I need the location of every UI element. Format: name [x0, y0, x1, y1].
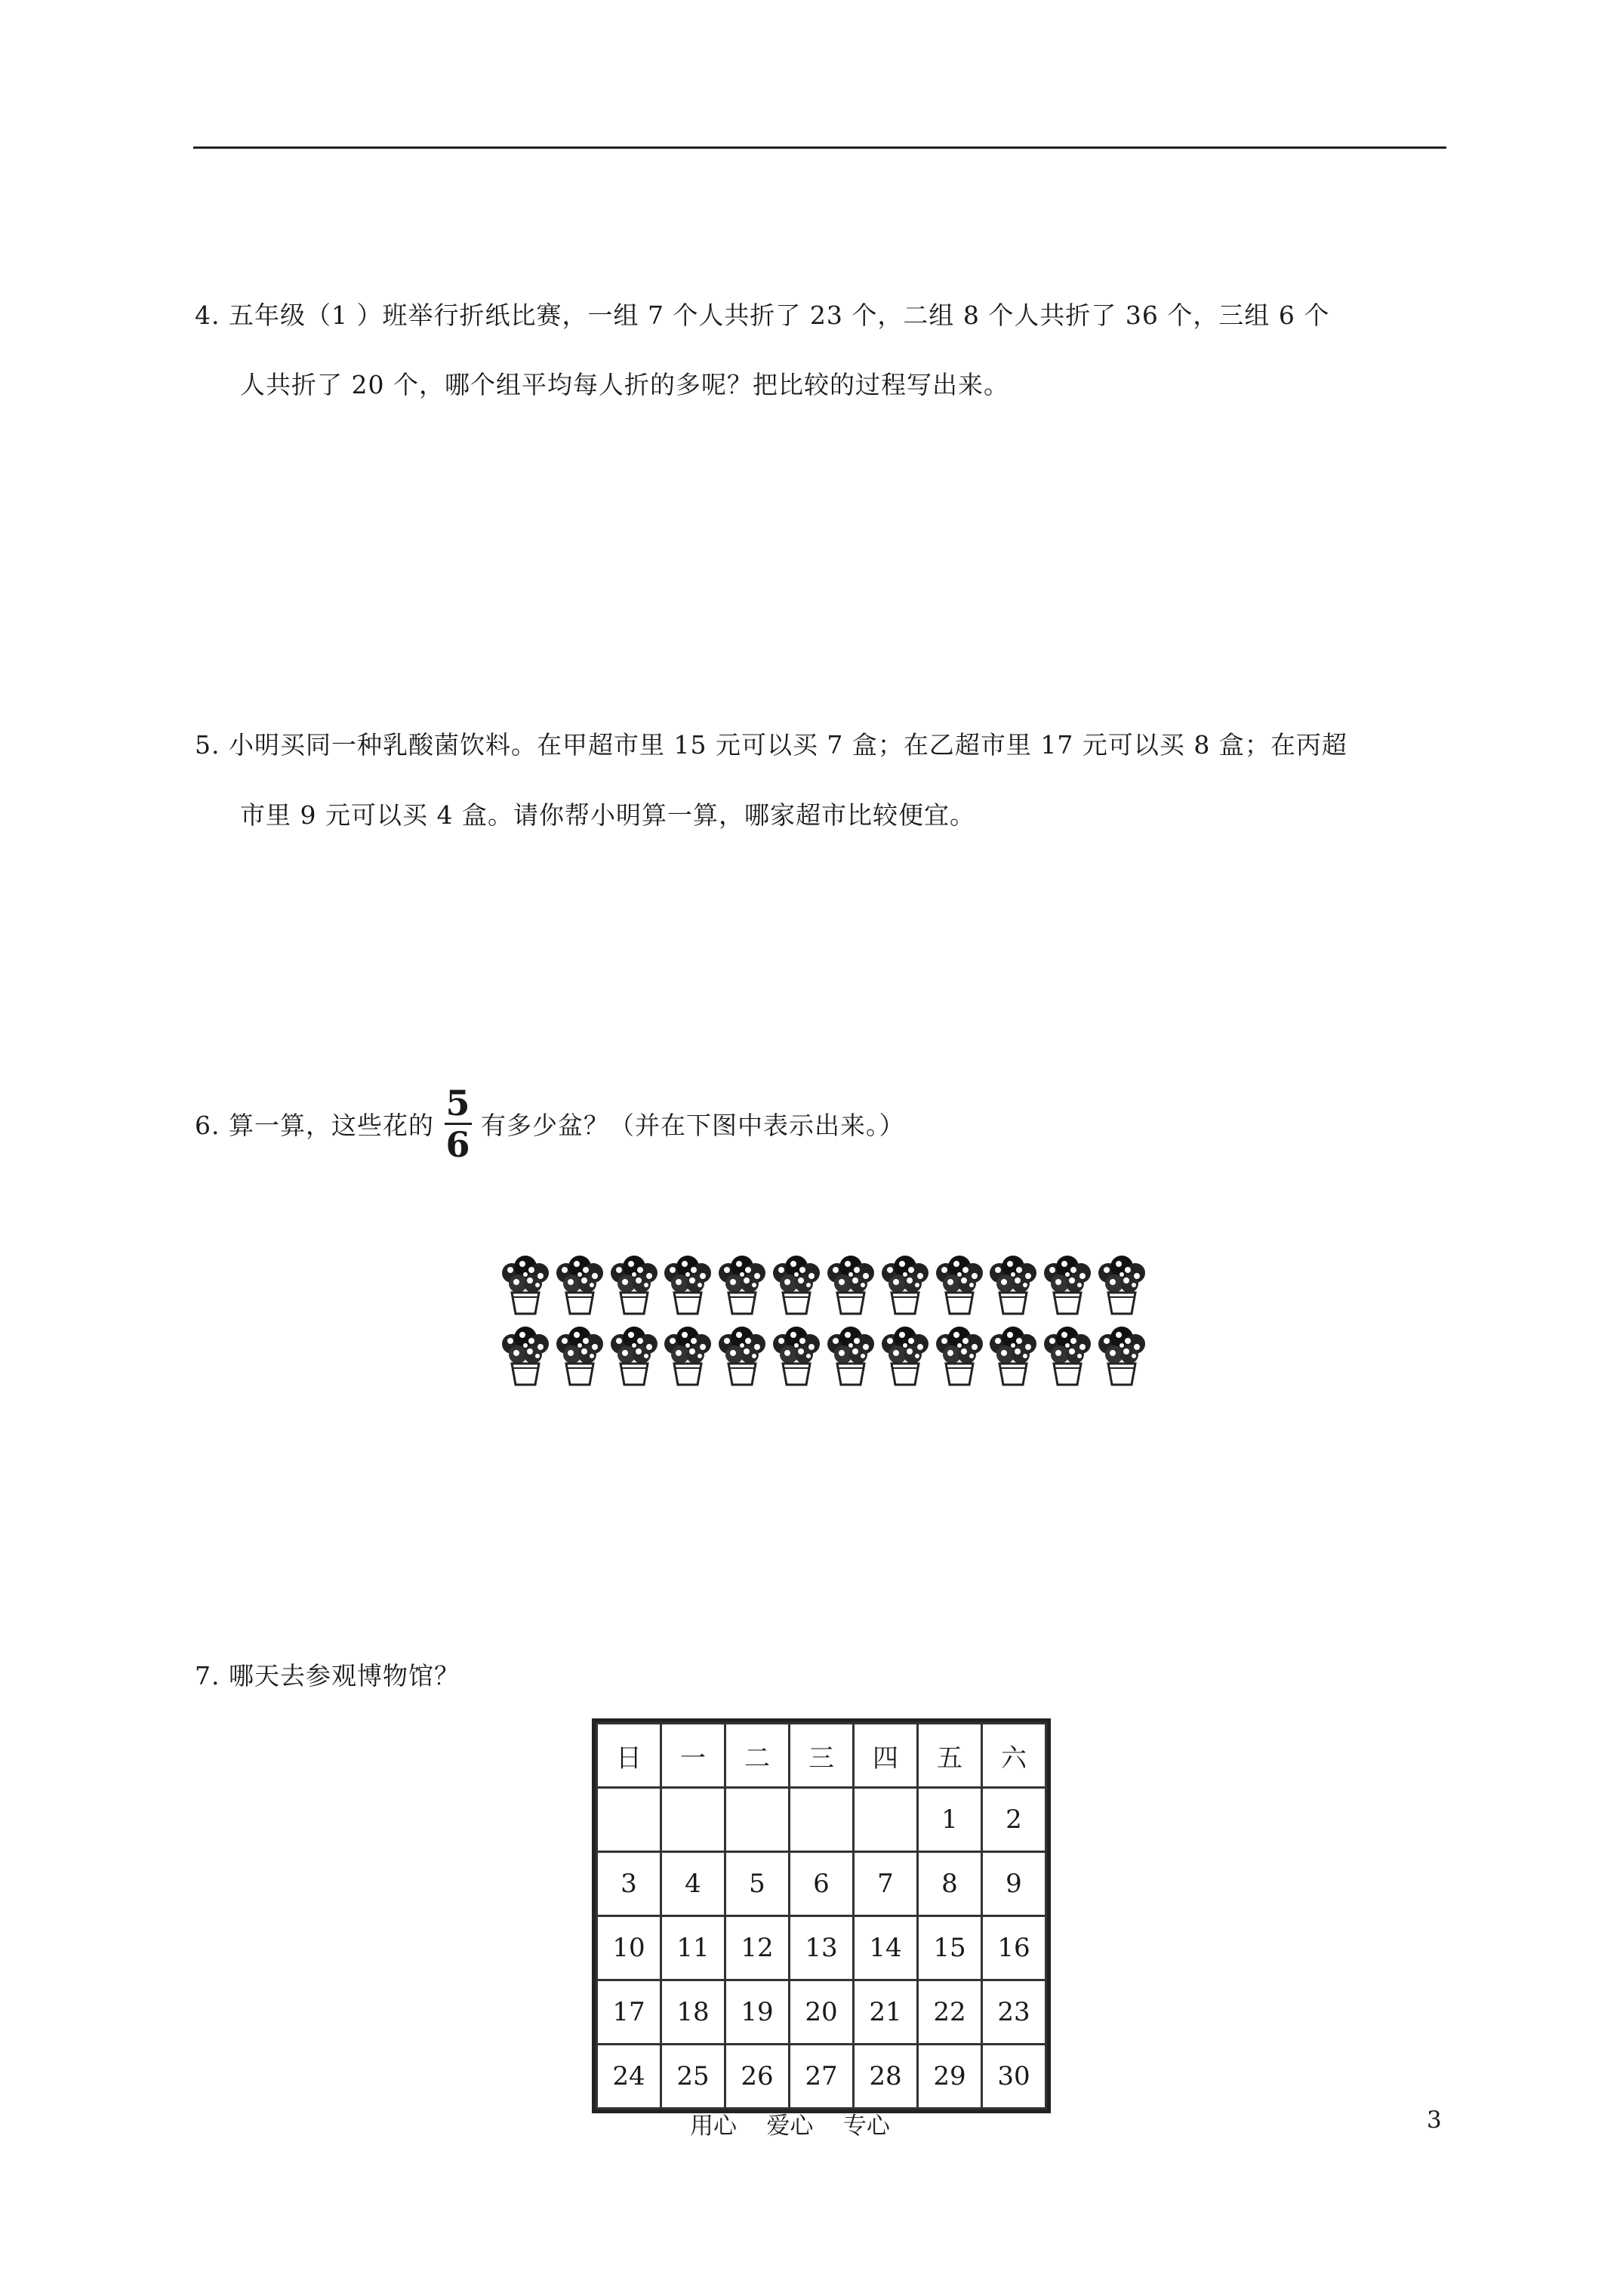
- calendar-day-cell: 29: [918, 2045, 982, 2109]
- question-4-line-1: 4. 五年级（1 ）班举行折纸比赛，一组 7 个人共折了 23 个，二组 8 个人共折了 36 个，三组 6 个: [195, 300, 1330, 330]
- flower-pot-icon: [1042, 1326, 1093, 1386]
- calendar-day-cell: 12: [725, 1916, 790, 1980]
- calendar-day-cell: 26: [725, 2045, 790, 2109]
- weekday-header: 四: [854, 1724, 918, 1788]
- flower-pot-icon: [716, 1326, 768, 1386]
- flower-pot-icon: [500, 1255, 551, 1315]
- header-rule: [193, 146, 1446, 149]
- calendar-day-cell: [597, 1788, 661, 1852]
- calendar-day-cell: [854, 1788, 918, 1852]
- calendar: [592, 1718, 1051, 2113]
- calendar-day-cell: 9: [982, 1852, 1046, 1916]
- calendar-day-cell: 10: [597, 1916, 661, 1980]
- calendar-week-row: [597, 1916, 1046, 1980]
- calendar-day-cell: 13: [790, 1916, 854, 1980]
- footer-motto: 用心 爱心 专心: [690, 2113, 890, 2140]
- calendar-day-cell: 16: [982, 1916, 1046, 1980]
- flower-pot-icon: [987, 1255, 1039, 1315]
- calendar-day-cell: [790, 1788, 854, 1852]
- flower-pot-icon: [825, 1326, 876, 1386]
- calendar-day-cell: 30: [982, 2045, 1046, 2109]
- calendar-day-cell: 23: [982, 1980, 1046, 2045]
- flower-pot-icon: [879, 1255, 931, 1315]
- calendar-week-row: [597, 1980, 1046, 2045]
- calendar-day-cell: 5: [725, 1852, 790, 1916]
- page-number: 3: [1427, 2106, 1442, 2134]
- flower-pot-icon: [987, 1326, 1039, 1386]
- calendar-day-cell: 27: [790, 2045, 854, 2109]
- flower-row: [500, 1255, 1147, 1315]
- weekday-header: 六: [982, 1724, 1046, 1788]
- calendar-header-row: [597, 1724, 1046, 1788]
- calendar-day-cell: 3: [597, 1852, 661, 1916]
- flower-row: [500, 1326, 1147, 1386]
- calendar-day-cell: [725, 1788, 790, 1852]
- calendar-day-cell: 14: [854, 1916, 918, 1980]
- fraction-numerator: 5: [445, 1082, 471, 1123]
- flower-pot-icon: [771, 1255, 822, 1315]
- flower-pot-icon: [1096, 1255, 1147, 1315]
- calendar-day-cell: 20: [790, 1980, 854, 2045]
- calendar-day-cell: 19: [725, 1980, 790, 2045]
- calendar-week-row: [597, 1788, 1046, 1852]
- calendar-day-cell: 17: [597, 1980, 661, 2045]
- flower-pot-icon: [554, 1255, 605, 1315]
- flower-pot-icon: [879, 1326, 931, 1386]
- weekday-header: 日: [597, 1724, 661, 1788]
- flower-pot-icon: [1096, 1326, 1147, 1386]
- flower-pot-icon: [662, 1326, 713, 1386]
- weekday-header: 五: [918, 1724, 982, 1788]
- calendar-day-cell: 24: [597, 2045, 661, 2109]
- flower-pot-icon: [934, 1255, 985, 1315]
- question-5-line-2: 市里 9 元可以买 4 盒。请你帮小明算一算，哪家超市比较便宜。: [240, 800, 975, 830]
- question-4-line-2: 人共折了 20 个，哪个组平均每人折的多呢？把比较的过程写出来。: [240, 370, 1009, 399]
- calendar-day-cell: 28: [854, 2045, 918, 2109]
- question-7: 7. 哪天去参观博物馆？: [195, 1661, 460, 1690]
- flower-pot-icon: [771, 1326, 822, 1386]
- calendar-week-row: [597, 2045, 1046, 2109]
- calendar-day-cell: 8: [918, 1852, 982, 1916]
- question-6: [195, 1078, 904, 1169]
- calendar-day-cell: 2: [982, 1788, 1046, 1852]
- calendar-week-row: [597, 1852, 1046, 1916]
- calendar-day-cell: 22: [918, 1980, 982, 2045]
- calendar-day-cell: 15: [918, 1916, 982, 1980]
- calendar-day-cell: 1: [918, 1788, 982, 1852]
- question-6-prefix: 6. 算一算，这些花的: [195, 1110, 434, 1140]
- weekday-header: 一: [661, 1724, 725, 1788]
- calendar-day-cell: 7: [854, 1852, 918, 1916]
- weekday-header: 二: [725, 1724, 790, 1788]
- calendar-day-cell: 6: [790, 1852, 854, 1916]
- flower-pot-icon: [662, 1255, 713, 1315]
- calendar-day-cell: 11: [661, 1916, 725, 1980]
- flower-pot-icon: [934, 1326, 985, 1386]
- flower-pot-icon: [825, 1255, 876, 1315]
- fraction-denominator: 6: [445, 1123, 471, 1165]
- calendar-day-cell: 18: [661, 1980, 725, 2045]
- question-6-suffix: 有多少盆？（并在下图中表示出来。）: [480, 1110, 905, 1140]
- calendar-day-cell: 21: [854, 1980, 918, 2045]
- flower-pot-icon: [608, 1255, 660, 1315]
- flower-pot-icon: [554, 1326, 605, 1386]
- weekday-header: 三: [790, 1724, 854, 1788]
- flower-pot-icon: [500, 1326, 551, 1386]
- fraction: [445, 1082, 472, 1165]
- flower-pot-icon: [1042, 1255, 1093, 1315]
- flower-pot-icon: [716, 1255, 768, 1315]
- question-5-line-1: 5. 小明买同一种乳酸菌饮料。在甲超市里 15 元可以买 7 盒；在乙超市里 17 元可以买 8 盒；在丙超: [195, 730, 1347, 760]
- flower-pots-illustration: [500, 1255, 1147, 1397]
- calendar-table: [596, 1722, 1047, 2110]
- calendar-day-cell: 25: [661, 2045, 725, 2109]
- calendar-day-cell: [661, 1788, 725, 1852]
- calendar-day-cell: 4: [661, 1852, 725, 1916]
- flower-pot-icon: [608, 1326, 660, 1386]
